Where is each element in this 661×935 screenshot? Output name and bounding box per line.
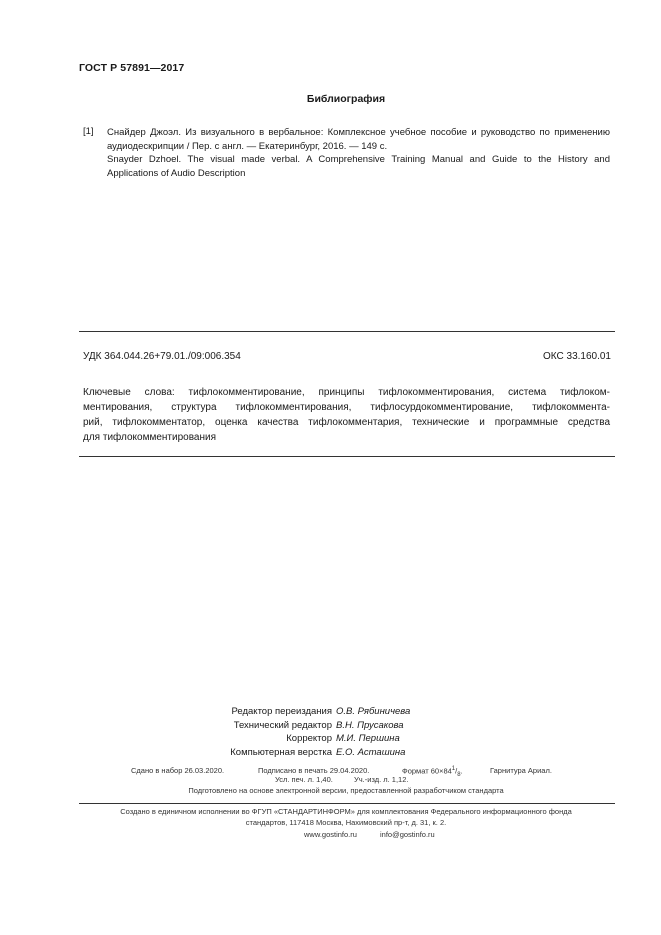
pub-format-suffix: . (460, 766, 463, 776)
bibliography-entry-line: Снайдер Джоэл. Из визуального в вербальное: Комплексное учебное пособие и руководство по применению (107, 127, 610, 138)
footer-website[interactable]: www.gostinfo.ru (304, 830, 357, 839)
credit-row (200, 719, 440, 733)
divider-footer (79, 803, 615, 804)
credit-name: В.Н. Прусакова (336, 719, 404, 731)
keywords-line: Ключевые слова: тифлокомментирование, принципы тифлокомментирования, система тифлоком- (83, 387, 610, 398)
credit-role: Технический редактор (233, 719, 332, 731)
pub-signed: Подписано в печать 29.04.2020. (258, 766, 370, 775)
pub-format-sub: 8 (457, 772, 461, 778)
pub-format-prefix: Формат 60×84 (402, 766, 452, 776)
bibliography-title: Библиография (306, 93, 386, 105)
bibliography-entry (107, 126, 610, 180)
standard-code: ГОСТ Р 57891—2017 (79, 62, 185, 74)
credit-role: Компьютерная верстка (230, 746, 332, 758)
footer-email[interactable]: info@gostinfo.ru (380, 830, 435, 839)
pub-submitted: Сдано в набор 26.03.2020. (131, 766, 225, 775)
pub-prepared-note: Подготовлено на основе электронной версии, предоставленной разработчиком стандарта (188, 786, 504, 795)
credit-name: М.И. Першина (336, 733, 400, 744)
credit-name: О.В. Рябиничева (336, 706, 411, 717)
keywords-line: ментирования, структура тифлокомментирования, тифлосурдокомментирование, тифлокоммента- (83, 402, 610, 413)
credit-name: Е.О. Асташина (336, 746, 406, 758)
bibliography-entry-line: аудиодескрипции / Пер. с англ. — Екатеринбург, 2016. — 149 с. (107, 140, 388, 152)
divider-top (79, 331, 615, 332)
credit-role: Корректор (286, 733, 332, 744)
pub-typeface: Гарнитура Ариал. (490, 766, 552, 775)
keywords-block (83, 385, 610, 445)
footer-line-2: стандартов, 117418 Москва, Нахимовский пр-т, д. 31, к. 2. (245, 818, 447, 827)
bibliography-entry-line: Snayder Dzhoel. The visual made verbal. A Comprehensive Training Manual and Guide to the History and (107, 154, 610, 165)
divider-keywords (79, 456, 615, 457)
oks-code: ОКС 33.160.01 (543, 351, 611, 362)
credits-block (200, 705, 440, 759)
keywords-line: рий, тифлокомментатор, оценка качества тифлокомментария, технические и программные средства (83, 417, 610, 428)
credit-row (200, 732, 440, 746)
pub-format-sup: 1 (451, 766, 456, 772)
pub-edition-sheets: Уч.-изд. л. 1,12. (354, 775, 409, 784)
footer-line-1: Создано в единичном исполнении во ФГУП «СТАНДАРТИНФОРМ» для комплектования Федерального информационного фонда (120, 807, 572, 816)
udk-code: УДК 364.044.26+79.01./09:006.354 (83, 351, 241, 362)
credit-row (200, 746, 440, 760)
credit-role: Редактор переиздания (231, 706, 332, 717)
keywords-line: для тифлокомментирования (83, 432, 217, 443)
pub-format: Формат $60\times 84^1/_8$. (402, 766, 463, 778)
bibliography-entry-line: Applications of Audio Description (107, 167, 246, 179)
pub-print-sheets: Усл. печ. л. 1,40. (275, 775, 333, 784)
credit-row (200, 705, 440, 719)
bibliography-entry-number: [1] (83, 126, 94, 137)
